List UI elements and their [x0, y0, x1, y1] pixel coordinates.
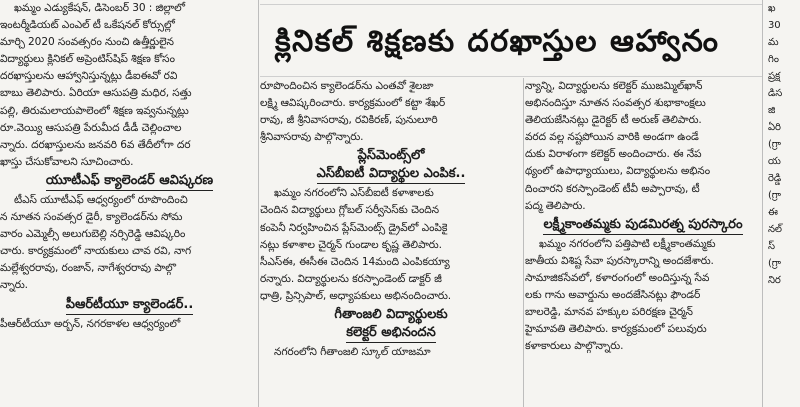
article-line: బాలరెడ్డి, మానవ హక్కుల పరిరక్షణ చైర్మన్ [525, 306, 693, 319]
article-line: నట్లు కళాశాల చైర్మన్ గుండాల కృష్ణ తెలిపారు. [260, 238, 442, 251]
article-paragraph [260, 344, 522, 361]
lead-line: ఇంటర్మీడియట్ ఎంఎల్ టీ ఒకేషనల్ కోర్సుల్లో [0, 19, 175, 32]
article-paragraph [260, 185, 522, 305]
lead-line: బాబు తెలిపారు. ఏరియా ఆసుపత్రి మధిర, సత్తు [0, 87, 192, 100]
article-line: దుకు విరాళంగా కలెక్టర్ అందించారు. ఈ నేప [525, 148, 702, 161]
article-line: రూపొందించిన క్యాలెండర్‌ను ఎంతవో శైలజా [260, 80, 434, 92]
article-line: వారం ఎమ్మెల్సీ అలుగుబెల్లి నర్సిరెడ్డి ఆవిష్కరిం [0, 228, 186, 241]
article-line: ధాత్రి, ప్రిన్సిపాల్, అధ్యాపకులు అభినందించారు. [260, 289, 452, 302]
lead-line: ఖాస్తు చేసుకోవాలని సూచించారు. [0, 155, 134, 168]
article-line: థ్యంలో ఉపాధ్యాయులు, విద్యార్థులను అభినం [525, 165, 710, 178]
article-line: లకు గాను అవార్డును అందజేసినట్లు ఫౌండర్ [525, 289, 701, 302]
subheading-gitanjali: గీతాంజలి విద్యార్థులకు కలెక్టర్ అభినందన [260, 306, 522, 343]
cropped-article-line: ప్రక్ష [768, 71, 781, 82]
article-paragraph [525, 78, 761, 215]
article-line: పద్మ తెలిపారు. [525, 199, 586, 212]
article-line: కంపెనీ నిర్వహించిన ప్లేస్‌మెంట్స్ డ్రైవ్‌లో ఎంపికై [260, 221, 448, 234]
headline-rule-bottom [260, 76, 762, 77]
lead-line: విద్యార్థులు క్లినికల్ అప్రెంటిస్‌షిప్ శిక్షణ కోసం [0, 53, 175, 66]
cropped-article-line: ఈ [768, 207, 778, 218]
cropped-article-line: (గ్రా [768, 258, 781, 269]
subheading-prtu-calendar: పీఆర్‌టీయూ క్యాలెండర్.. [0, 296, 259, 315]
cropped-article-line: జి [768, 105, 776, 116]
article-line: న నూతన సంవత్సర డైరీ, క్యాలెండర్‌ను సోమ [0, 211, 183, 224]
article-line: నగరంలోని గీతాంజలి స్కూల్ యాజమా [274, 346, 431, 359]
article-paragraph [0, 316, 259, 333]
column-divider [523, 78, 524, 407]
lead-line: ఖమ్మం ఎడ్యుకేషన్, డిసెంబర్ 30 : జిల్లాలో [14, 2, 185, 14]
column-divider [762, 0, 763, 407]
lead-line: రూ.వెయ్యి ఆసుపత్రి పేరుమీద డీడీ చెల్లించాల [0, 121, 182, 134]
cropped-article-line: మ [768, 37, 779, 48]
article-line: జాతీయ విశిష్ట సేవా పురస్కారాన్ని అందజేశారు. [525, 254, 714, 267]
subheading-placements: ప్లేస్‌మెంట్స్‌లో ఎస్‌బీఐటీ విద్యార్థుల ఎంపిక.. [260, 147, 522, 184]
column-divider [258, 0, 259, 407]
headline-rule-top [260, 4, 762, 5]
article-line: ఖమ్మం నగరంలోని పత్తిపాటి లక్ష్మీకాంతమ్మకు [539, 237, 716, 250]
article-line: చెందిన విద్యార్థులు గ్లోబల్ సర్వీసెస్‌కు చెందిన [260, 204, 439, 217]
article-line: అభినందిస్తూ నూతన సంవత్సర శుభాకాంక్షలు [525, 97, 706, 110]
article-column-1 [0, 0, 259, 407]
cropped-article-line: గిం [768, 54, 779, 65]
cropped-article-line: య [768, 156, 781, 167]
article-line: దించారని కరస్పాండెంట్ టీవీ అప్పారావు, టీ [525, 182, 700, 195]
article-line: కళాకారులు పాల్గొన్నారు. [525, 340, 624, 353]
cropped-article-line: డిస [768, 88, 783, 99]
article-line: సీఎస్ఈ, ఈసీఈ చెందిన 14మంది ఎంపికయ్యా [260, 255, 450, 268]
page-headline: క్లినికల్ శిక్షణకు దరఖాస్తుల ఆహ్వానం [275, 24, 720, 59]
article-paragraph [525, 236, 761, 356]
article-line: న్యాన్ని, విద్యార్థులను కలెక్టర్ ముజమ్మిల్‌ఖాన్ [525, 80, 703, 92]
article-column-4-cropped [764, 0, 800, 407]
cropped-article-line: 30 [768, 20, 781, 31]
cropped-article-line: (గ్రా [768, 139, 781, 150]
cropped-article-line: స్ [768, 241, 775, 252]
article-column-3 [525, 78, 761, 407]
lead-line: మార్చి 2020 సంవత్సరం నుంచి ఉత్తీర్ణులైన [0, 36, 174, 49]
article-line: శ్రీనివాసరావు పాల్గొన్నారు. [260, 131, 364, 144]
article-line: టీఎస్ యూటీఎఫ్ ఆధ్వర్యంలో రూపొందించి [14, 193, 188, 206]
subheading-utf-calendar: యూటీఎఫ్ క్యాలెండర్ ఆవిష్కరణ [0, 172, 259, 191]
cropped-article-line: ఖ [768, 3, 776, 14]
article-line: లక్ష్మి ఆవిష్కరించారు. కార్యక్రమంలో కట్టా శేఖర్ [260, 97, 446, 110]
article-line: తెలియజేసినట్లు డైరెక్టర్ టీ అరుణ్ తెలిపారు. [525, 114, 702, 127]
article-paragraph [260, 78, 522, 146]
article-paragraph [0, 192, 259, 295]
article-line: మల్లేశ్వరరావు, రంజాన్, నాగేశ్వరరావు పాల్గొ [0, 262, 176, 275]
article-column-2 [260, 78, 522, 407]
lead-line: న్నారు. దరఖాస్తులను జనవరి 6వ తేదీలోగా దర [0, 138, 191, 151]
subheading-lakshmikanthamma: లక్ష్మీకాంతమ్మకు పుడమిరత్న పురస్కారం [525, 216, 761, 235]
cropped-article-line: నిర [768, 275, 781, 286]
article-line: వరద వల్ల నష్టపోయిన వారికి అండగా ఉండే [525, 131, 699, 144]
article-line: చారు. కార్యక్రమంలో నాయకులు చావ రవి, నాగ [0, 245, 192, 258]
article-line: హైమావతి తెలిపారు. కార్యక్రమంలో పలువురు [525, 323, 707, 336]
lead-line: దరఖాస్తులను ఆహ్వానిస్తున్నట్లు డీఐఈవో రవి [0, 70, 178, 83]
cropped-article-line: (గ్రా [768, 190, 781, 201]
cropped-article-line: ఏరి [768, 122, 781, 133]
article-line: న్నారు. [0, 279, 28, 292]
article-line: రన్నారు. విద్యార్థులను కరస్పాండెంట్ డాక్టర్ జీ [260, 272, 442, 285]
cropped-article-line: నల్ [768, 224, 782, 235]
article-line: సామాజికసేవలో, కళారంగంలో అందిస్తున్న సేవ [525, 271, 710, 284]
article-line: పీఆర్‌టీయూ అర్బన్, నగరకాళల ఆధ్వర్యంలో [0, 317, 181, 330]
article-line: ఖమ్మం నగరంలోని ఎస్‌బీఐటీ కళాశాలకు [274, 187, 434, 200]
article-line: రావు, జీ శ్రీనివాసరావు, రవికిరణ్, పునులూరి [260, 114, 438, 127]
cropped-article-line: రెడ్డి [768, 173, 782, 184]
article-lead-paragraph [0, 0, 259, 171]
lead-line: పల్లి, తిరుమలాయపాలెంలో శిక్షణ ఇవ్వనున్నట్లు [0, 104, 189, 117]
